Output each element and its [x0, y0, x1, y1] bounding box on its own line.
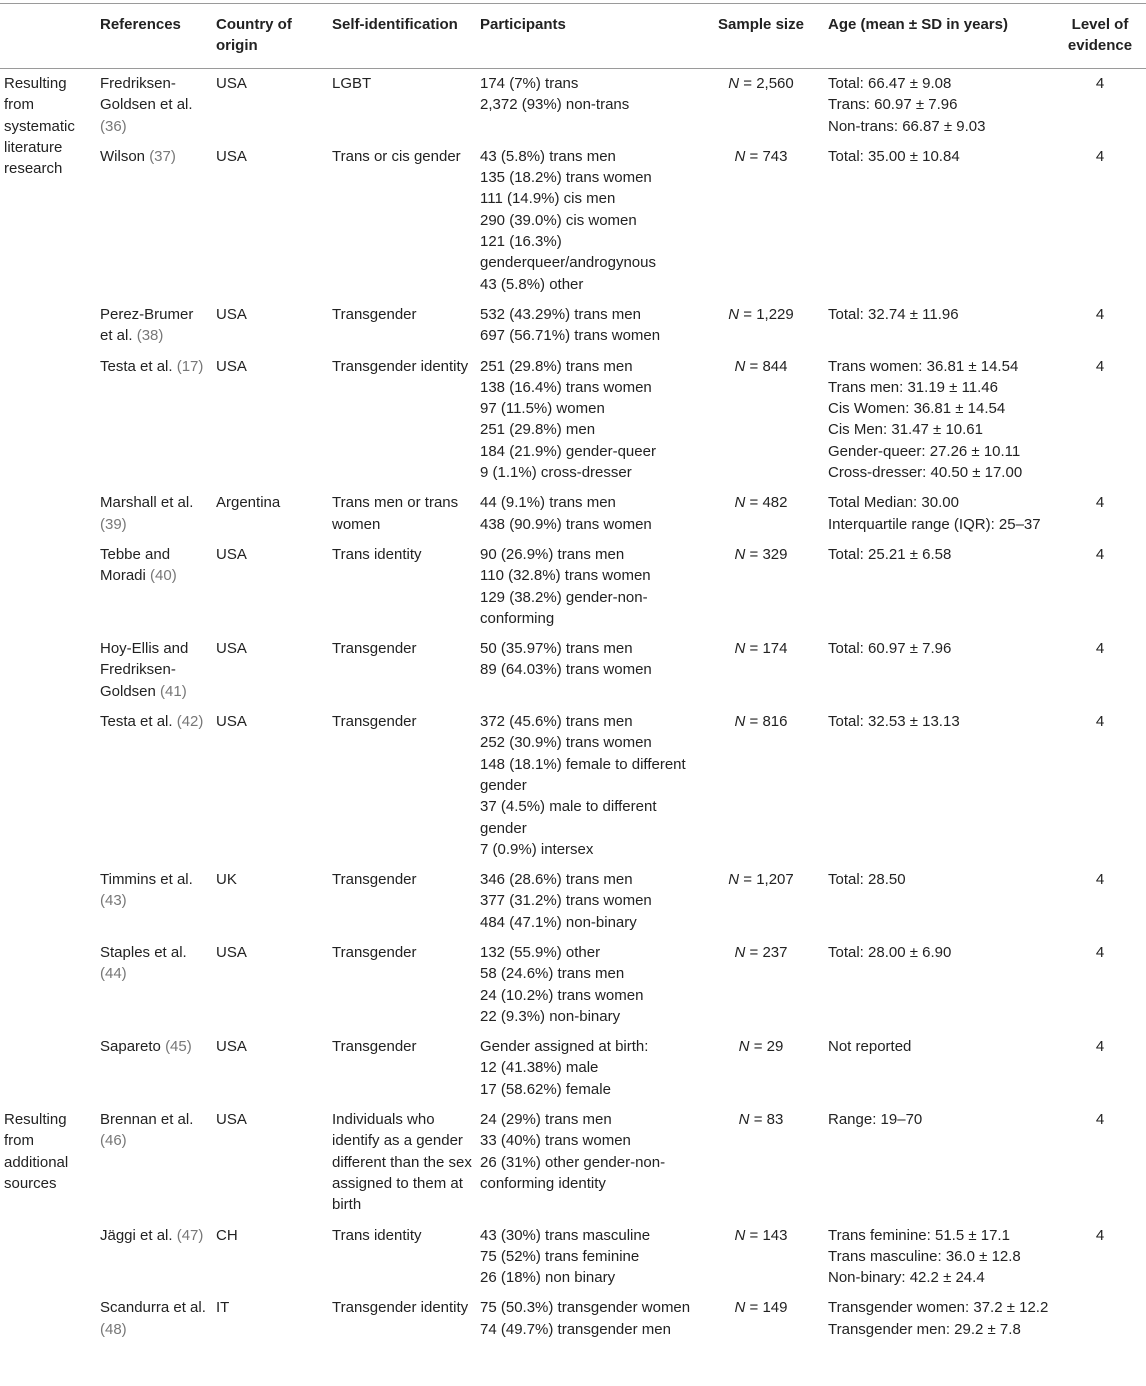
- reference-link[interactable]: (38): [136, 327, 164, 345]
- sample-size-symbol: N: [728, 871, 740, 889]
- sample-size-value: = 2,560: [743, 75, 794, 92]
- participants-line: 24 (10.2%) trans women: [480, 986, 644, 1004]
- cell-sample-size: [698, 488, 824, 540]
- participants-line: 132 (55.9%) other: [480, 943, 601, 961]
- cell-participants: [476, 300, 698, 352]
- cell-sample-size: [698, 300, 824, 352]
- cell-age: [824, 1032, 1054, 1105]
- sample-size-symbol: N: [734, 357, 746, 375]
- participants-line: 251 (29.8%) men: [480, 421, 596, 439]
- cell-country: UK: [216, 871, 237, 889]
- cell-participants: [476, 634, 698, 707]
- group-additional: Resulting from additional sources: [4, 1111, 69, 1192]
- participants-line: 12 (41.38%) male: [480, 1059, 599, 1077]
- cell-level-of-evidence: 4: [1095, 147, 1105, 165]
- participants-line: 252 (30.9%) trans women: [480, 734, 652, 752]
- cell-reference: [96, 865, 212, 938]
- cell-age: [824, 69, 1054, 142]
- participants-line: 43 (5.8%) other: [480, 275, 584, 293]
- reference-name: Sapareto: [100, 1038, 161, 1056]
- participants-line: 22 (9.3%) non-binary: [480, 1007, 621, 1025]
- reference-link[interactable]: (40): [150, 567, 177, 585]
- age-line: Interquartile range (IQR): 25–37: [828, 515, 1041, 533]
- header-participants: Participants: [480, 16, 566, 33]
- cell-country: USA: [216, 640, 247, 658]
- cell-age: [824, 634, 1054, 707]
- age-line: Cross-dresser: 40.50 ± 17.00: [828, 464, 1023, 482]
- reference-name: Scandurra et al.: [100, 1299, 206, 1317]
- cell-age: [824, 865, 1054, 938]
- reference-name: Testa et al.: [100, 713, 173, 731]
- cell-age: [824, 1105, 1054, 1220]
- sample-size-symbol: N: [734, 713, 746, 731]
- cell-self-identification: Trans identity: [332, 545, 422, 563]
- cell-level-of-evidence: 4: [1095, 1111, 1105, 1129]
- cell-level-of-evidence: 4: [1095, 494, 1105, 512]
- reference-name: Marshall et al.: [100, 494, 194, 512]
- participants-line: 2,372 (93%) non-trans: [480, 96, 630, 114]
- cell-age: [824, 540, 1054, 634]
- cell-level-of-evidence: 4: [1095, 305, 1105, 323]
- cell-level-of-evidence: 4: [1095, 545, 1105, 563]
- sample-size-symbol: N: [738, 1111, 750, 1129]
- sample-size-symbol: N: [728, 305, 740, 323]
- participants-line: 438 (90.9%) trans women: [480, 515, 652, 533]
- cell-country: IT: [216, 1299, 230, 1317]
- age-line: Trans men: 31.19 ± 11.46: [828, 378, 998, 396]
- header-country: Country of origin: [216, 16, 292, 54]
- table-row: [0, 352, 1146, 489]
- cell-country: USA: [216, 1111, 247, 1129]
- age-line: Total: 66.47 ± 9.08: [828, 75, 952, 92]
- cell-participants: [476, 707, 698, 865]
- participants-line: 121 (16.3%) genderqueer/androgynous: [480, 233, 656, 272]
- age-line: Trans women: 36.81 ± 14.54: [828, 357, 1019, 375]
- cell-sample-size: [698, 634, 824, 707]
- reference-link[interactable]: (41): [160, 682, 187, 700]
- participants-line: 33 (40%) trans women: [480, 1132, 631, 1150]
- cell-reference: [96, 634, 212, 707]
- cell-country: USA: [216, 357, 247, 375]
- table-row: [0, 540, 1146, 634]
- cell-reference: [96, 488, 212, 540]
- table-row: [0, 1293, 1146, 1345]
- age-line: Range: 19–70: [828, 1111, 923, 1129]
- sample-size-symbol: N: [738, 1038, 750, 1056]
- table-row: [0, 142, 1146, 300]
- age-line: Not reported: [828, 1038, 912, 1056]
- table-header-row: [0, 4, 1146, 69]
- cell-self-identification: Transgender identity: [332, 357, 469, 375]
- cell-participants: [476, 1221, 698, 1294]
- cell-self-identification: Transgender: [332, 640, 417, 658]
- participants-line: 37 (4.5%) male to different gender: [480, 798, 657, 837]
- cell-level-of-evidence: 4: [1095, 871, 1105, 889]
- cell-self-identification: Transgender: [332, 305, 417, 323]
- participants-line: 24 (29%) trans men: [480, 1111, 612, 1129]
- sample-size-symbol: N: [734, 943, 746, 961]
- cell-reference: [96, 1293, 212, 1345]
- reference-name: Staples et al.: [100, 943, 187, 961]
- cell-level-of-evidence: 4: [1095, 713, 1105, 731]
- cell-age: [824, 938, 1054, 1032]
- participants-line: 148 (18.1%) female to different gender: [480, 755, 686, 794]
- reference-name: Perez-Brumer et al.: [100, 305, 194, 345]
- participants-line: 532 (43.29%) trans men: [480, 305, 641, 323]
- cell-country: USA: [216, 713, 247, 731]
- cell-reference: [96, 300, 212, 352]
- sample-size-symbol: N: [734, 494, 746, 512]
- participants-line: 43 (30%) trans masculine: [480, 1226, 651, 1244]
- cell-sample-size: [698, 1221, 824, 1294]
- header-level-of-evidence: Level of evidence: [1067, 16, 1133, 54]
- sample-size-value: = 237: [749, 943, 788, 961]
- table-row: [0, 300, 1146, 352]
- cell-sample-size: [698, 352, 824, 489]
- reference-link[interactable]: (39): [100, 515, 127, 533]
- reference-link[interactable]: (42): [176, 713, 204, 731]
- table-row: [0, 634, 1146, 707]
- sample-size-symbol: N: [734, 545, 746, 563]
- participants-line: 111 (14.9%) cis men: [480, 190, 616, 208]
- participants-line: 110 (32.8%) trans women: [480, 567, 651, 585]
- cell-level-of-evidence: 4: [1095, 1226, 1105, 1244]
- reference-link[interactable]: (44): [100, 965, 127, 983]
- reference-name: Wilson: [100, 147, 146, 165]
- table-row: [0, 938, 1146, 1032]
- reference-link[interactable]: (48): [100, 1320, 127, 1338]
- cell-self-identification: Transgender: [332, 713, 417, 731]
- table-body: [0, 69, 1146, 1346]
- cell-age: [824, 352, 1054, 489]
- participants-line: 346 (28.6%) trans men: [480, 871, 633, 889]
- participants-line: 7 (0.9%) intersex: [480, 840, 594, 858]
- age-line: Gender-queer: 27.26 ± 10.11: [828, 442, 1021, 460]
- cell-participants: [476, 1293, 698, 1345]
- cell-level-of-evidence: [1054, 1293, 1146, 1345]
- cell-age: [824, 1293, 1054, 1345]
- cell-self-identification: Trans identity: [332, 1226, 422, 1244]
- participants-line: 26 (31%) other gender-non-conforming identity: [480, 1153, 666, 1192]
- sample-size-value: = 143: [749, 1226, 788, 1244]
- age-line: Trans: 60.97 ± 7.96: [828, 96, 958, 114]
- age-line: Cis Men: 31.47 ± 10.61: [828, 421, 983, 439]
- participants-line: 9 (1.1%) cross-dresser: [480, 464, 632, 482]
- cell-level-of-evidence: 4: [1095, 640, 1105, 658]
- cell-country: USA: [216, 545, 247, 563]
- cell-level-of-evidence: 4: [1095, 357, 1105, 375]
- cell-country: USA: [216, 75, 247, 92]
- participants-line: 58 (24.6%) trans men: [480, 965, 625, 983]
- cell-sample-size: [698, 540, 824, 634]
- participants-line: 75 (50.3%) transgender women: [480, 1299, 691, 1317]
- cell-self-identification: Trans men or trans women: [332, 494, 459, 533]
- participants-line: 135 (18.2%) trans women: [480, 169, 652, 187]
- cell-reference: [96, 69, 212, 142]
- reference-name: Jäggi et al.: [100, 1226, 173, 1244]
- participants-line: 138 (16.4%) trans women: [480, 378, 652, 396]
- header-references: References: [100, 16, 181, 33]
- cell-reference: [96, 707, 212, 865]
- reference-link[interactable]: (37): [149, 147, 176, 165]
- sample-size-symbol: N: [734, 1226, 746, 1244]
- reference-link[interactable]: (45): [165, 1038, 192, 1056]
- cell-country: CH: [216, 1226, 238, 1244]
- participants-line: 74 (49.7%) transgender men: [480, 1320, 671, 1338]
- age-line: Cis Women: 36.81 ± 14.54: [828, 400, 1006, 418]
- sample-size-symbol: N: [734, 1299, 746, 1317]
- cell-self-identification: LGBT: [332, 75, 372, 92]
- cell-participants: [476, 142, 698, 300]
- reference-link[interactable]: (46): [100, 1132, 127, 1150]
- cell-reference: [96, 1221, 212, 1294]
- sample-size-symbol: N: [734, 147, 746, 165]
- participants-line: 26 (18%) non binary: [480, 1269, 616, 1287]
- participants-line: 44 (9.1%) trans men: [480, 494, 616, 512]
- participants-line: 90 (26.9%) trans men: [480, 545, 625, 563]
- table-row: [0, 1032, 1146, 1105]
- age-line: Total: 32.53 ± 13.13: [828, 713, 960, 731]
- age-line: Trans feminine: 51.5 ± 17.1: [828, 1226, 1010, 1244]
- cell-reference: [96, 142, 212, 300]
- cell-sample-size: [698, 865, 824, 938]
- table-row: [0, 865, 1146, 938]
- cell-participants: [476, 540, 698, 634]
- cell-sample-size: [698, 707, 824, 865]
- age-line: Transgender men: 29.2 ± 7.8: [828, 1320, 1021, 1338]
- sample-size-symbol: N: [728, 75, 740, 92]
- cell-reference: [96, 352, 212, 489]
- sample-size-symbol: N: [734, 640, 746, 658]
- age-line: Total: 28.50: [828, 871, 906, 889]
- sample-size-value: = 29: [753, 1038, 784, 1056]
- participants-line: 75 (52%) trans feminine: [480, 1247, 640, 1265]
- cell-reference: [96, 938, 212, 1032]
- age-line: Total: 35.00 ± 10.84: [828, 147, 960, 165]
- cell-level-of-evidence: 4: [1095, 1038, 1105, 1056]
- header-group: [0, 4, 96, 69]
- reference-link[interactable]: (47): [176, 1226, 204, 1244]
- reference-name: Testa et al.: [100, 357, 173, 375]
- participants-line: 89 (64.03%) trans women: [480, 661, 652, 679]
- participants-line: 43 (5.8%) trans men: [480, 147, 616, 165]
- sample-size-value: = 1,207: [743, 871, 794, 889]
- cell-sample-size: [698, 1293, 824, 1345]
- header-self-identification: Self-identification: [332, 16, 458, 33]
- cell-self-identification: Transgender: [332, 871, 417, 889]
- age-line: Non-trans: 66.87 ± 9.03: [828, 117, 986, 135]
- reference-link[interactable]: (17): [176, 357, 204, 375]
- participants-line: 290 (39.0%) cis women: [480, 211, 637, 229]
- cell-reference: [96, 1032, 212, 1105]
- participants-line: Gender assigned at birth:: [480, 1038, 649, 1056]
- cell-country: Argentina: [216, 494, 281, 512]
- cell-age: [824, 142, 1054, 300]
- header-sample-size: Sample size: [718, 16, 804, 33]
- age-line: Total: 28.00 ± 6.90: [828, 943, 952, 961]
- sample-size-value: = 329: [749, 545, 788, 563]
- cell-participants: [476, 865, 698, 938]
- cell-sample-size: [698, 142, 824, 300]
- participants-line: 97 (11.5%) women: [480, 400, 605, 418]
- participants-line: 50 (35.97%) trans men: [480, 640, 633, 658]
- cell-participants: [476, 1105, 698, 1220]
- cell-country: USA: [216, 943, 247, 961]
- participants-line: 372 (45.6%) trans men: [480, 713, 633, 731]
- reference-name: Brennan et al.: [100, 1111, 194, 1129]
- cell-reference: [96, 1105, 212, 1220]
- reference-link[interactable]: (43): [100, 892, 127, 910]
- participants-line: 174 (7%) trans: [480, 75, 579, 92]
- group-systematic: Resulting from systematic literature research: [4, 75, 75, 178]
- sample-size-value: = 174: [749, 640, 788, 658]
- cell-self-identification: Transgender: [332, 1038, 417, 1056]
- participants-line: 377 (31.2%) trans women: [480, 892, 652, 910]
- age-line: Transgender women: 37.2 ± 12.2: [828, 1299, 1049, 1317]
- reference-link[interactable]: (36): [100, 117, 127, 135]
- sample-size-value: = 83: [753, 1111, 784, 1129]
- cell-reference: [96, 540, 212, 634]
- reference-name: Timmins et al.: [100, 871, 193, 889]
- cell-age: [824, 488, 1054, 540]
- cell-level-of-evidence: 4: [1095, 943, 1105, 961]
- cell-sample-size: [698, 1105, 824, 1220]
- cell-participants: [476, 488, 698, 540]
- age-line: Total: 60.97 ± 7.96: [828, 640, 952, 658]
- header-age: Age (mean ± SD in years): [828, 16, 1008, 33]
- sample-size-value: = 149: [749, 1299, 788, 1317]
- cell-sample-size: [698, 938, 824, 1032]
- age-line: Non-binary: 42.2 ± 24.4: [828, 1269, 985, 1287]
- cell-level-of-evidence: 4: [1095, 75, 1105, 92]
- cell-age: [824, 300, 1054, 352]
- cell-sample-size: [698, 1032, 824, 1105]
- sample-size-value: = 816: [749, 713, 788, 731]
- cell-self-identification: Transgender: [332, 943, 417, 961]
- table-row: [0, 488, 1146, 540]
- cell-age: [824, 1221, 1054, 1294]
- cell-sample-size: [698, 69, 824, 142]
- cell-self-identification: Transgender identity: [332, 1299, 469, 1317]
- cell-participants: [476, 69, 698, 142]
- cell-self-identification: Trans or cis gender: [332, 147, 461, 165]
- evidence-table: [0, 3, 1146, 1345]
- participants-line: 484 (47.1%) non-binary: [480, 913, 637, 931]
- cell-participants: [476, 938, 698, 1032]
- cell-country: USA: [216, 1038, 247, 1056]
- cell-country: USA: [216, 147, 247, 165]
- participants-line: 251 (29.8%) trans men: [480, 357, 633, 375]
- cell-participants: [476, 352, 698, 489]
- sample-size-value: = 844: [749, 357, 788, 375]
- table-row: [0, 707, 1146, 865]
- cell-country: USA: [216, 305, 247, 323]
- table-row: [0, 69, 1146, 142]
- age-line: Total Median: 30.00: [828, 494, 959, 512]
- cell-age: [824, 707, 1054, 865]
- table-row: [0, 1105, 1146, 1220]
- participants-line: 129 (38.2%) gender-non-conforming: [480, 588, 648, 627]
- reference-name: Tebbe and Moradi: [100, 545, 171, 585]
- table-row: [0, 1221, 1146, 1294]
- cell-self-identification: Individuals who identify as a gender different than the sex assigned to them at birth: [332, 1111, 472, 1214]
- reference-name: Fredriksen-Goldsen et al.: [100, 75, 193, 114]
- reference-name: Hoy-Ellis and Fredriksen-Goldsen: [100, 640, 189, 700]
- sample-size-value: = 1,229: [743, 305, 794, 323]
- sample-size-value: = 743: [749, 147, 788, 165]
- age-line: Total: 25.21 ± 6.58: [828, 545, 952, 563]
- participants-line: 17 (58.62%) female: [480, 1080, 611, 1098]
- age-line: Trans masculine: 36.0 ± 12.8: [828, 1247, 1021, 1265]
- cell-participants: [476, 1032, 698, 1105]
- participants-line: 184 (21.9%) gender-queer: [480, 442, 656, 460]
- age-line: Total: 32.74 ± 11.96: [828, 305, 959, 323]
- sample-size-value: = 482: [749, 494, 788, 512]
- participants-line: 697 (56.71%) trans women: [480, 327, 661, 345]
